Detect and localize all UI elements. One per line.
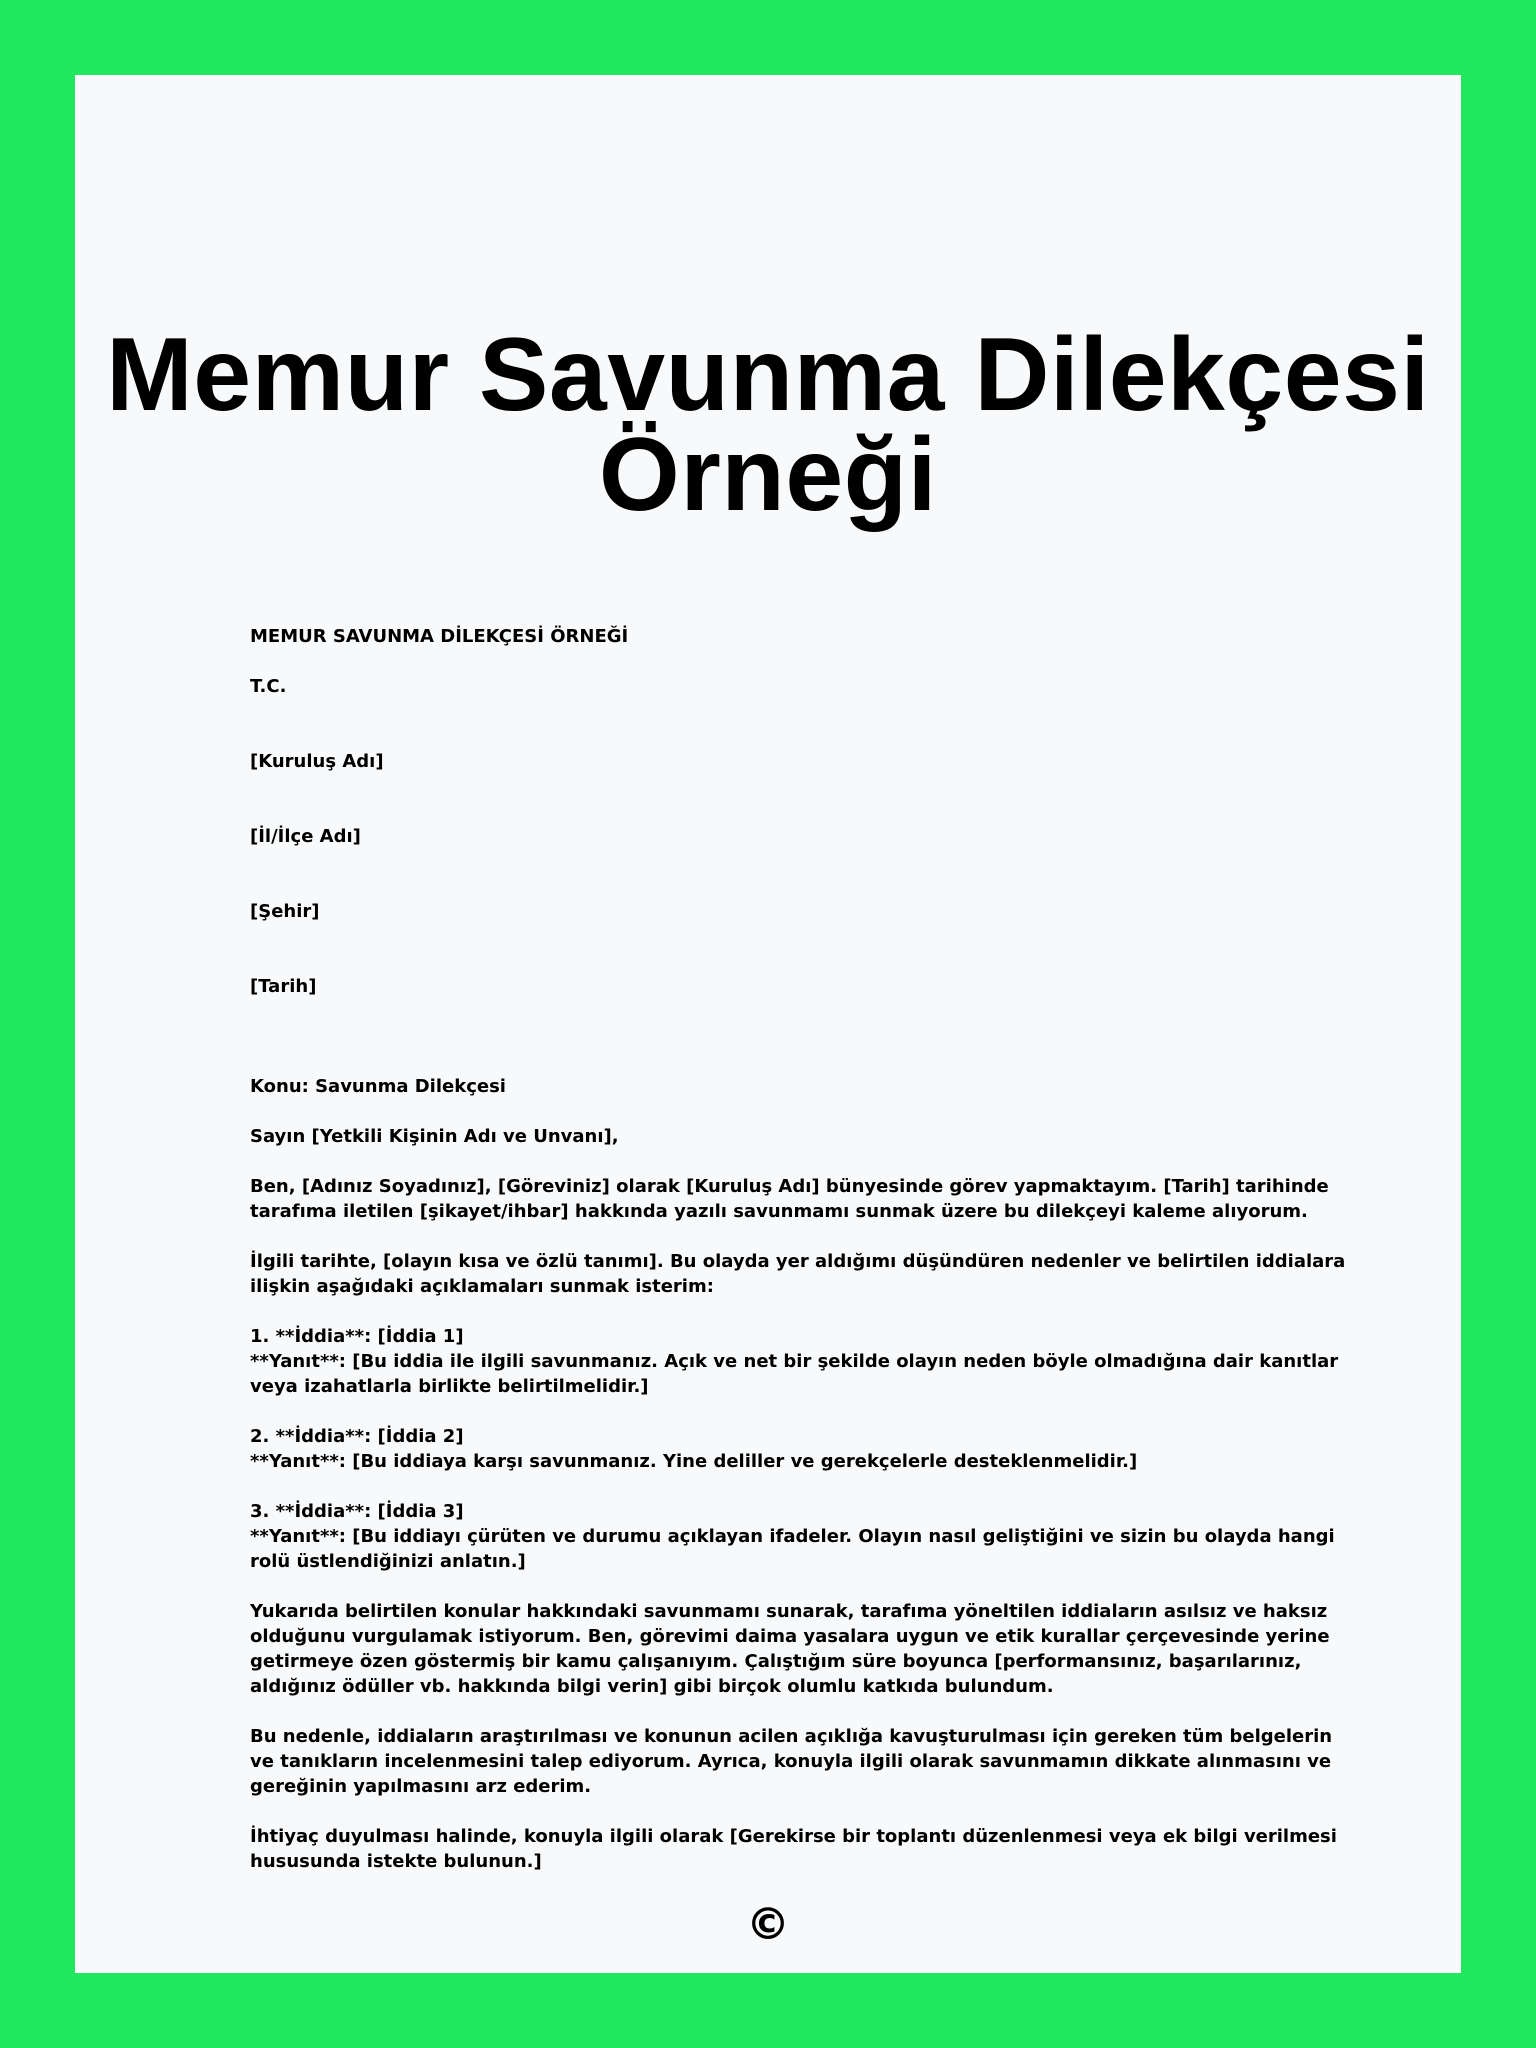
page-title: Memur Savunma Dilekçesi Örneği [106, 317, 1430, 533]
institution-line: [Kuruluş Adı] [250, 751, 384, 772]
salutation: Sayın [Yetkili Kişinin Adı ve Unvanı], [250, 1126, 619, 1147]
claim-1: 1. **İddia**: [İddia 1] [250, 1326, 464, 1347]
answer-3: **Yanıt**: [Bu iddiayı çürüten ve durumu açıklayan ifadeler. Olayın nasıl geliştiğini ve sizin bu olayda hangi rolü üstlendiğinizi anlatın.] [250, 1526, 1335, 1572]
document-body [250, 624, 1350, 1874]
date-line: [Tarih] [250, 976, 317, 997]
document-heading: MEMUR SAVUNMA DİLEKÇESİ ÖRNEĞİ [250, 626, 629, 647]
claim-3: 3. **İddia**: [İddia 3] [250, 1501, 464, 1522]
claim-2: 2. **İddia**: [İddia 2] [250, 1426, 464, 1447]
province-line: [İl/İlçe Adı] [250, 826, 361, 847]
document-page [75, 75, 1461, 1973]
defense-paragraph: Yukarıda belirtilen konular hakkındaki savunmamı sunarak, tarafıma yöneltilen iddiaların asılsız ve haksız olduğunu vurgulamak istiyorum. Ben, görevimi daima yasalara uygun ve etik kurallar çerçevesinde yerine getirmeye özen göstermiş bir kamu çalışanıyım. Çalıştığım süre boyunca [performansınız, başarılarınız, aldığınız ödüller vb. hakkında bilgi verin] gibi birçok olumlu katkıda bulundum. [250, 1601, 1330, 1697]
tc-line: T.C. [250, 676, 287, 697]
context-paragraph: İlgili tarihte, [olayın kısa ve özlü tanımı]. Bu olayda yer aldığımı düşündüren nedenler ve belirtilen iddialara ilişkin aşağıdaki açıklamaları sunmak isterim: [250, 1251, 1346, 1297]
copyright-icon: © [746, 1899, 790, 1950]
answer-1: **Yanıt**: [Bu iddia ile ilgili savunmanız. Açık ve net bir şekilde olayın neden böyle olmadığına dair kanıtlar veya izahatlarla birlikte belirtilmelidir.] [250, 1351, 1339, 1397]
subject-line: Konu: Savunma Dilekçesi [250, 1076, 506, 1097]
city-line: [Şehir] [250, 901, 320, 922]
closing-paragraph: İhtiyaç duyulması halinde, konuyla ilgili olarak [Gerekirse bir toplantı düzenlenmesi veya ek bilgi verilmesi hususunda istekte bulunun.] [250, 1826, 1337, 1872]
request-paragraph: Bu nedenle, iddiaların araştırılması ve konunun acilen açıklığa kavuşturulması için gereken tüm belgelerin ve tanıkların incelenmesini talep ediyorum. Ayrıca, konuyla ilgili olarak savunmamın dikkate alınmasını ve gereğinin yapılmasını arz ederim. [250, 1726, 1333, 1797]
answer-2: **Yanıt**: [Bu iddiaya karşı savunmanız. Yine deliller ve gerekçelerle desteklenmelidir.] [250, 1451, 1138, 1472]
intro-paragraph: Ben, [Adınız Soyadınız], [Göreviniz] olarak [Kuruluş Adı] bünyesinde görev yapmaktayım. [Tarih] tarihinde tarafıma iletilen [şikayet/ihbar] hakkında yazılı savunmamı sunmak üzere bu dilekçeyi kaleme alıyorum. [250, 1176, 1329, 1222]
